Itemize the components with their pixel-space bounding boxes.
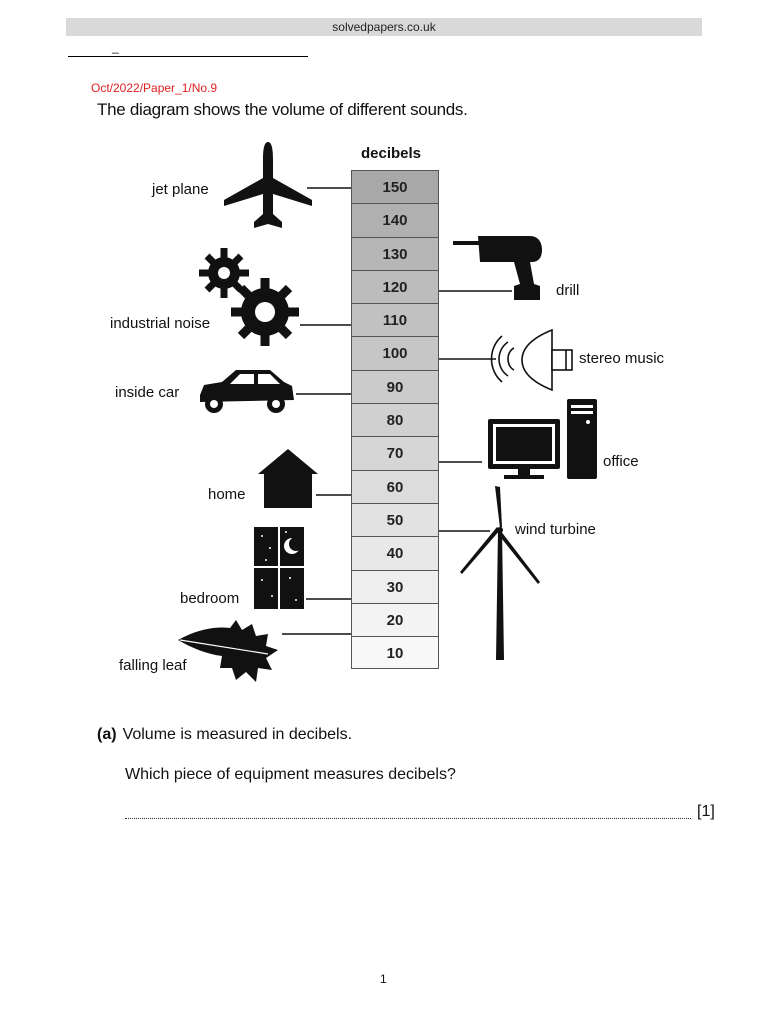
scale-cell: 110 xyxy=(351,303,439,336)
scale-cell: 140 xyxy=(351,203,439,236)
house-icon xyxy=(258,449,318,508)
part-a-text: Volume is measured in decibels. xyxy=(122,726,353,743)
car-icon xyxy=(200,370,294,413)
label-bedroom: bedroom xyxy=(180,590,240,607)
label-home: home xyxy=(208,486,246,503)
marks-allocation: [1] xyxy=(697,803,715,820)
answer-line[interactable] xyxy=(125,818,691,819)
label-jet-plane: jet plane xyxy=(152,181,209,198)
scale-cell: 130 xyxy=(351,237,439,270)
label-wind-turbine: wind turbine xyxy=(515,521,596,538)
scale-cell: 50 xyxy=(351,503,439,536)
gears-icon xyxy=(199,248,299,346)
scale-cell: 120 xyxy=(351,270,439,303)
scale-unit-label: decibels xyxy=(361,145,422,162)
scale-cell: 150 xyxy=(351,170,439,203)
label-industrial-noise: industrial noise xyxy=(110,315,211,332)
computer-icon xyxy=(488,399,597,479)
leaf-icon xyxy=(178,620,278,682)
label-office: office xyxy=(603,453,639,470)
jet-plane-icon xyxy=(224,142,312,228)
scale-cell: 60 xyxy=(351,470,439,503)
label-drill: drill xyxy=(556,282,580,299)
header-dash: _ xyxy=(112,40,119,54)
label-inside-car: inside car xyxy=(115,384,180,401)
site-name: solvedpapers.co.uk xyxy=(332,20,436,34)
page-number: 1 xyxy=(380,972,387,986)
label-falling-leaf: falling leaf xyxy=(119,657,187,674)
scale-cell: 70 xyxy=(351,436,439,469)
part-a-label: (a) xyxy=(97,726,117,743)
scale-cell: 80 xyxy=(351,403,439,436)
question-intro: The diagram shows the volume of different sounds. xyxy=(97,100,468,119)
scale-cell: 40 xyxy=(351,536,439,569)
speaker-icon xyxy=(492,330,573,390)
part-a-statement xyxy=(97,726,352,744)
scale-cell: 100 xyxy=(351,336,439,369)
label-stereo-music: stereo music xyxy=(579,350,665,367)
scale-cell: 20 xyxy=(351,603,439,636)
part-a-question: Which piece of equipment measures decibels? xyxy=(125,766,456,783)
question-reference: Oct/2022/Paper_1/No.9 xyxy=(91,81,218,95)
wind-turbine-icon xyxy=(460,486,540,660)
scale-cell: 90 xyxy=(351,370,439,403)
scale-cell: 30 xyxy=(351,570,439,603)
scale-cell: 10 xyxy=(351,636,439,669)
night-window-icon xyxy=(254,527,304,609)
